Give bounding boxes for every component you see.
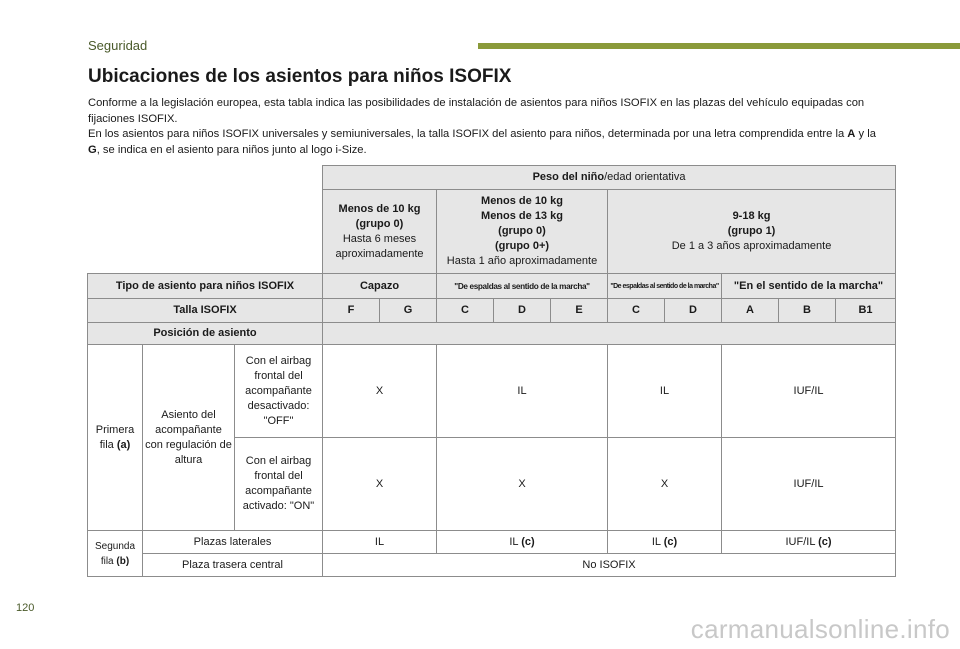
group-0plus-age: Hasta 1 año aproximadamente (446, 255, 598, 267)
group-0plus-header (437, 190, 608, 274)
intro-paragraph-1: Conforme a la legislación europea, esta tabla indica las posibilidades de instalación de asientos para niños ISOFIX en las plazas del vehículo equipadas con fijaciones ISOFIX. (88, 97, 865, 125)
seat-position-empty (323, 323, 896, 345)
passenger-seat-label: Asiento del acompañante con regulación de altura (143, 345, 235, 531)
group-0-header (323, 190, 437, 274)
lateral-rear-1-note: (c) (521, 535, 535, 548)
size-cell: F (323, 299, 380, 323)
second-row-text: Segunda fila (94, 540, 136, 567)
group-0-age-1: Hasta 6 meses (342, 232, 417, 245)
airbag-off-capazo: X (323, 345, 437, 438)
group-1-age: De 1 a 3 años aproximadamente (671, 240, 832, 252)
lateral-rear-2 (608, 531, 722, 554)
group-0plus-weight-2: Menos de 13 kg (481, 210, 563, 222)
airbag-on-capazo: X (323, 438, 437, 531)
lateral-forward (722, 531, 896, 554)
lateral-capazo: IL (323, 531, 437, 554)
isofix-table (87, 165, 896, 577)
seat-type-capazo: Capazo (323, 274, 437, 299)
lateral-rear-1-value: IL (509, 535, 519, 548)
lateral-seats-label: Plazas laterales (143, 531, 323, 554)
group-1-weight: 9-18 kg (732, 210, 771, 222)
airbag-on-label: Con el airbag frontal del acompañante activado: "ON" (235, 438, 323, 531)
seat-type-label: Tipo de asiento para niños ISOFIX (88, 274, 323, 299)
seat-type-rear-facing-2-text: "De espaldas al sentido de la marcha" (610, 283, 719, 290)
group-0plus-label-2: (grupo 0+) (494, 240, 550, 252)
seat-type-rear-facing-2 (608, 274, 722, 299)
empty-corner (88, 190, 323, 274)
watermark: carmanualsonline.info (690, 614, 950, 644)
intro-para2-prefix: En los asientos para niños ISOFIX universales y semiuniversales, la talla ISOFIX del asiento para niños, determinada por una letra comprendida entre la (88, 128, 845, 140)
central-seat-label: Plaza trasera central (143, 554, 323, 577)
group-0-age-2: aproximadamente (335, 247, 424, 260)
weight-header-bold: Peso del niño (532, 171, 605, 183)
empty-corner (88, 166, 323, 190)
letter-a: A (847, 128, 856, 140)
central-seat-value: No ISOFIX (323, 554, 896, 577)
intro-paragraph-2 (88, 127, 888, 158)
weight-header (323, 166, 896, 190)
lateral-rear-2-note: (c) (663, 535, 678, 548)
airbag-on-forward: IUF/IL (722, 438, 896, 531)
lateral-rear-2-value: IL (651, 535, 661, 548)
lateral-forward-value: IUF/IL (785, 535, 816, 548)
weight-header-rest: /edad orientativa (604, 171, 686, 183)
size-cell: C (608, 299, 665, 323)
group-0plus-label-1: (grupo 0) (498, 225, 546, 237)
seat-type-rear-facing-1 (437, 274, 608, 299)
airbag-on-rear-1: X (437, 438, 608, 531)
airbag-off-label: Con el airbag frontal del acompañante desactivado: "OFF" (235, 345, 323, 438)
size-cell: B (779, 299, 836, 323)
first-row-note: (a) (116, 438, 131, 451)
seat-type-rear-facing-1-text: "De espaldas al sentido de la marcha" (454, 281, 590, 291)
first-row-text: Primera fila (95, 423, 135, 451)
size-cell: C (437, 299, 494, 323)
lateral-forward-note: (c) (818, 535, 832, 548)
size-cell: G (380, 299, 437, 323)
intro-text (88, 96, 888, 158)
size-cell: D (494, 299, 551, 323)
second-row-label (88, 531, 143, 577)
page-title: Ubicaciones de los asientos para niños ISOFIX (88, 66, 512, 87)
group-0plus-weight-1: Menos de 10 kg (481, 195, 563, 207)
airbag-off-rear-2: IL (608, 345, 722, 438)
group-1-label: (grupo 1) (727, 225, 776, 237)
seat-type-forward-facing: "En el sentido de la marcha" (722, 274, 896, 299)
isofix-size-label: Talla ISOFIX (88, 299, 323, 323)
seat-position-label: Posición de asiento (88, 323, 323, 345)
second-row-note: (b) (116, 555, 130, 567)
airbag-off-forward: IUF/IL (722, 345, 896, 438)
section-accent-bar (478, 43, 960, 49)
lateral-rear-1 (437, 531, 608, 554)
page-number: 120 (16, 602, 35, 614)
first-row-label (88, 345, 143, 531)
airbag-off-rear-1: IL (437, 345, 608, 438)
intro-and: y la (858, 128, 876, 140)
group-0-weight: Menos de 10 kg (338, 202, 421, 215)
group-0-label: (grupo 0) (355, 217, 404, 230)
airbag-on-rear-2: X (608, 438, 722, 531)
group-1-header (608, 190, 896, 274)
size-cell: B1 (836, 299, 896, 323)
size-cell: E (551, 299, 608, 323)
intro-para2-suffix: , se indica en el asiento para niños junto al logo i-Size. (96, 143, 367, 156)
section-label: Seguridad (88, 38, 148, 53)
letter-g: G (88, 143, 97, 156)
size-cell: D (665, 299, 722, 323)
size-cell: A (722, 299, 779, 323)
